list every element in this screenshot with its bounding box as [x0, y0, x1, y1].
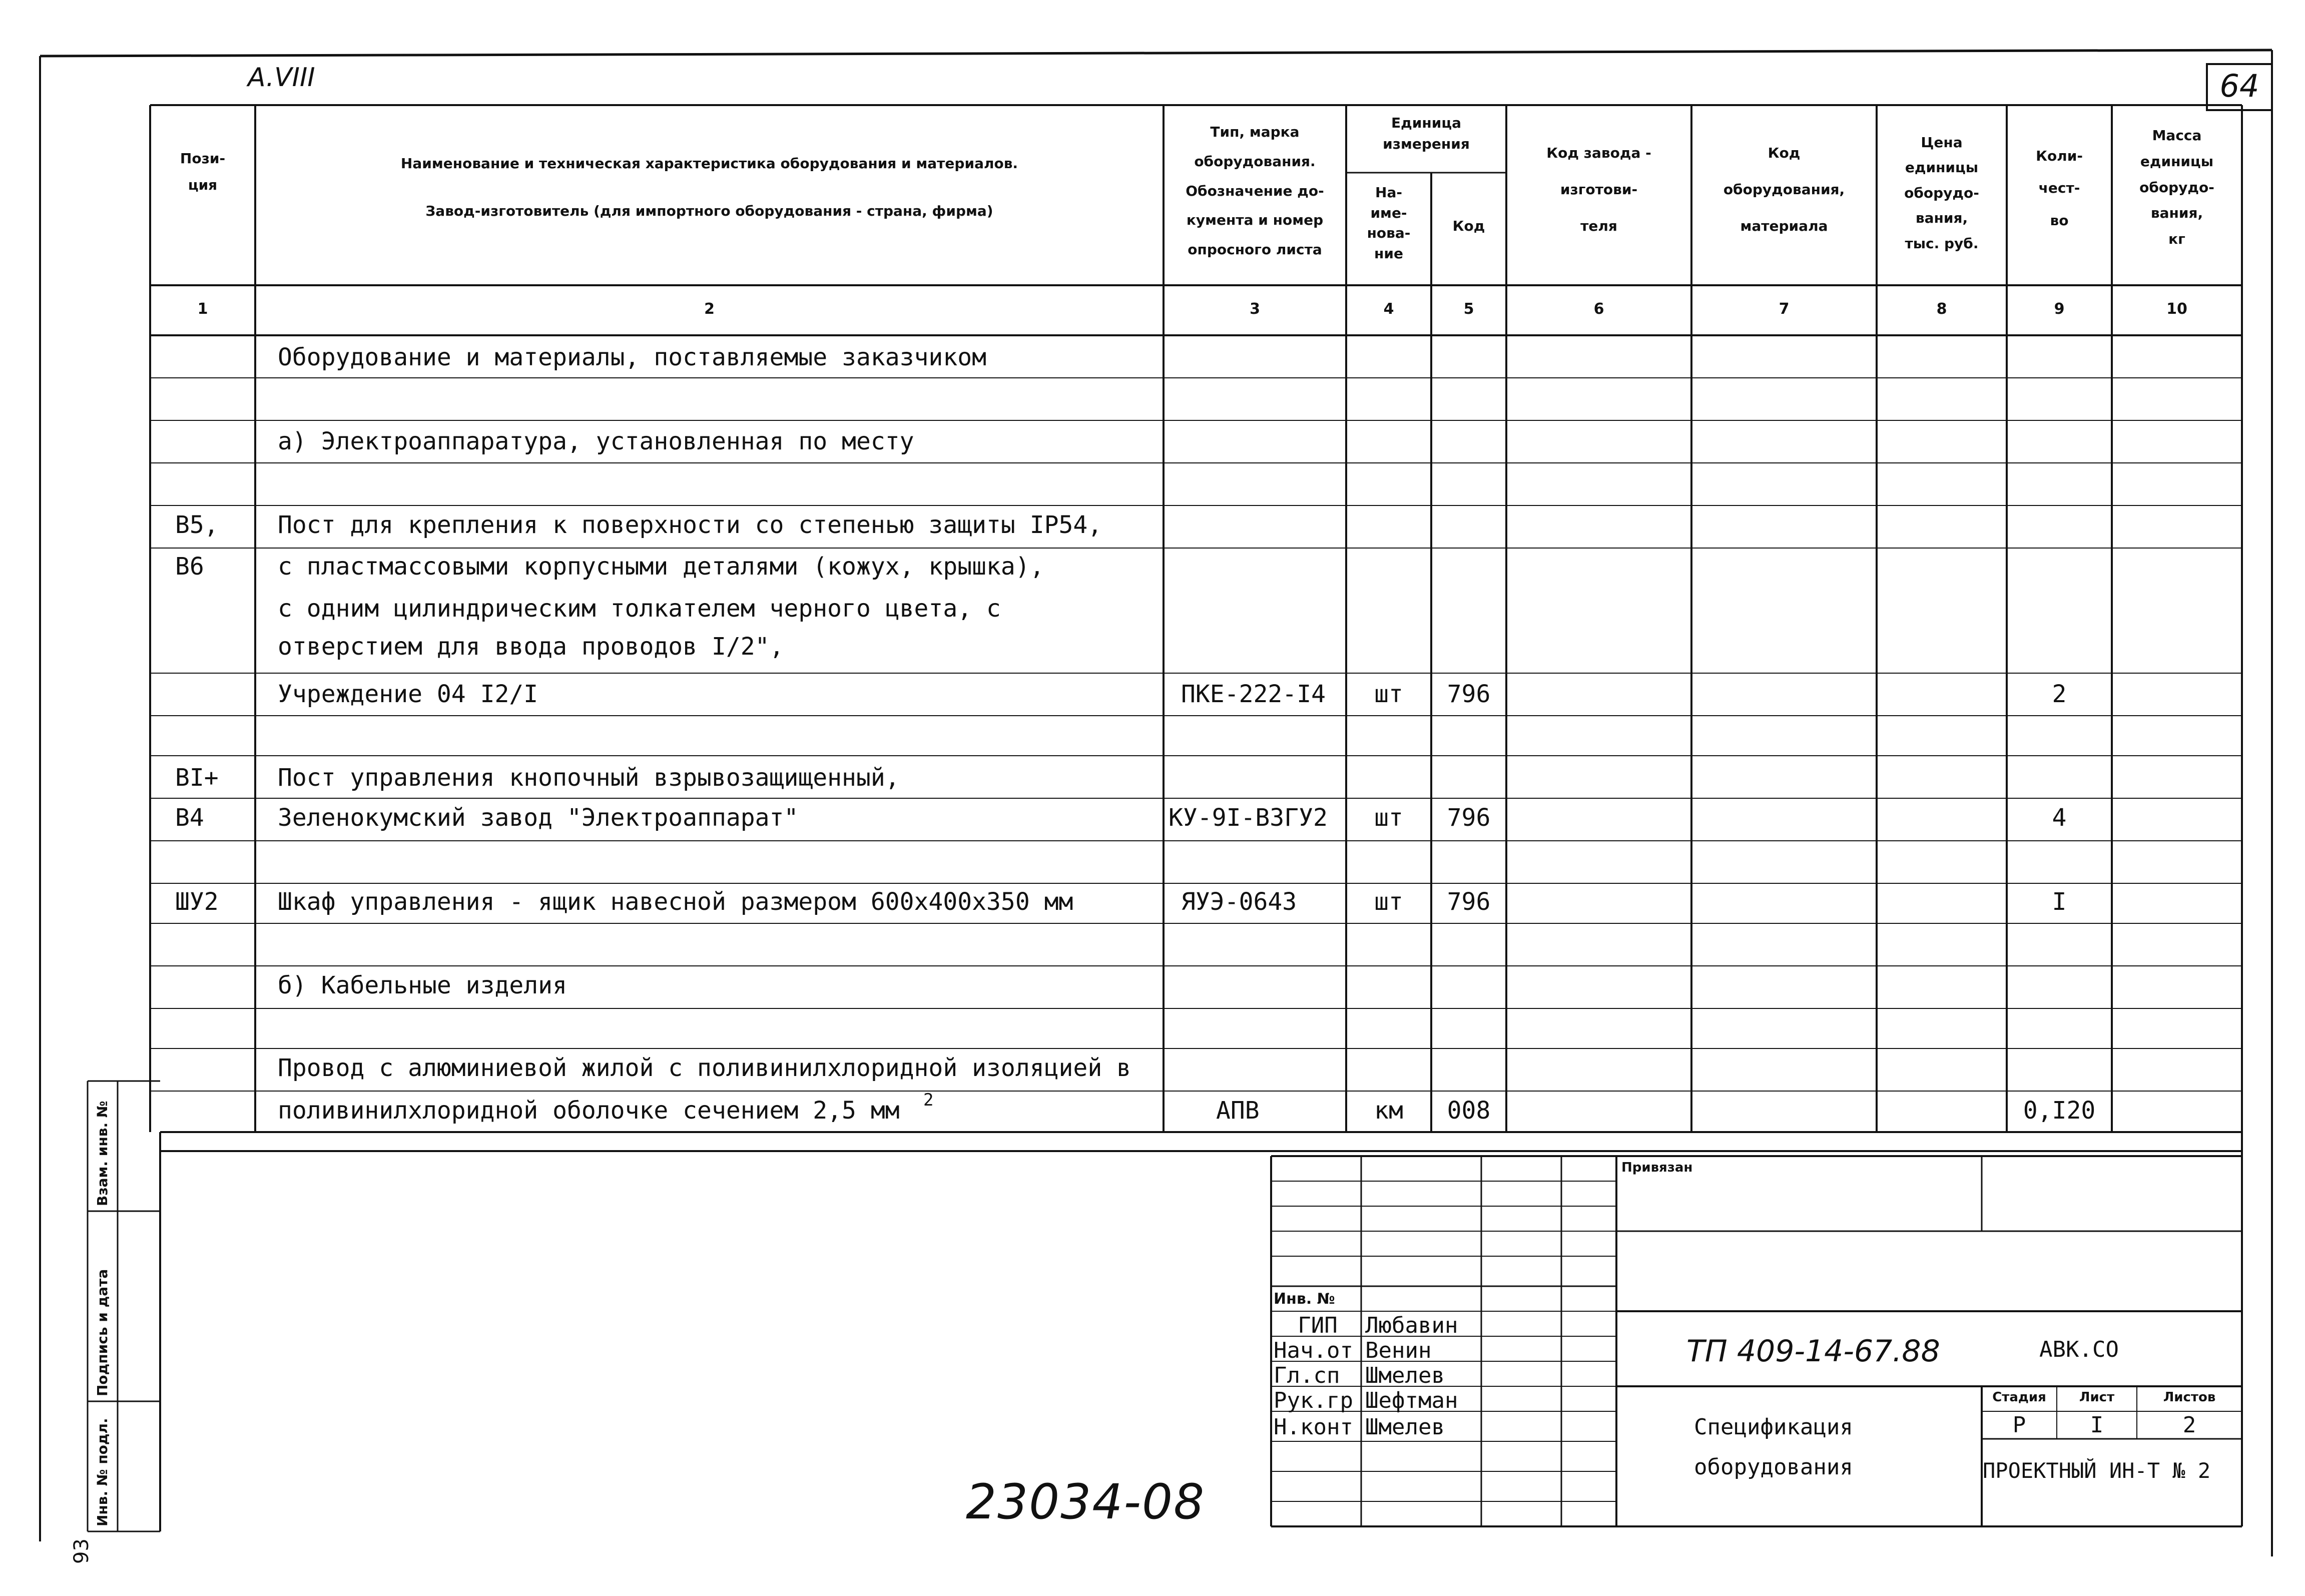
- corner-note: A.VIII: [248, 63, 315, 93]
- row-unit-code: 008: [1447, 1097, 1491, 1125]
- column-number: 2: [704, 300, 715, 318]
- header-unit-name: На- име- нова- ние: [1367, 184, 1411, 262]
- column-number: 6: [1593, 300, 1604, 318]
- row-name: Зеленокумский завод "Электроаппарат": [278, 804, 799, 832]
- stamp-vzam-inv: Взам. инв. №: [94, 1101, 111, 1206]
- row-position: B4: [175, 804, 204, 832]
- row-name: Оборудование и материалы, поставляемые заказчиком: [278, 343, 987, 371]
- column-number: 9: [2054, 300, 2065, 318]
- staff-role: ГИП: [1298, 1313, 1338, 1338]
- header-equipment-code: Код оборудования, материала: [1723, 145, 1845, 234]
- row-unit: шт: [1374, 888, 1403, 916]
- row-name: с пластмассовыми корпусными деталями (кожух, крышка),: [278, 553, 1044, 581]
- staff-role: Н.конт: [1274, 1414, 1353, 1440]
- header-mass: Масса единицы оборудо- вания, кг: [2139, 127, 2214, 248]
- stadia-value: Р: [2012, 1412, 2026, 1438]
- header-name-line2: Завод-изготовитель (для импортного оборудования - страна, фирма): [425, 203, 993, 219]
- row-unit: км: [1374, 1097, 1403, 1125]
- column-number: 10: [2166, 300, 2187, 318]
- doc-title-line1: Спецификация: [1694, 1414, 1853, 1440]
- row-position: ШУ2: [175, 888, 219, 916]
- doc-code: ТП 409-14-67.88: [1686, 1334, 1940, 1369]
- column-number: 1: [197, 300, 208, 318]
- header-unit-code: Код: [1452, 218, 1485, 234]
- column-number: 3: [1250, 300, 1260, 318]
- column-number: 5: [1463, 300, 1474, 318]
- row-quantity: 2: [2052, 680, 2067, 708]
- row-unit-code: 796: [1447, 804, 1491, 832]
- stamp-inv-podl: Инв. № подл.: [94, 1418, 111, 1526]
- column-number: 8: [1936, 300, 1947, 318]
- row-quantity: 0,I20: [2023, 1097, 2096, 1125]
- row-unit-code: 796: [1447, 680, 1491, 708]
- row-name: поливинилхлоридной оболочке сечением 2,5 мм: [278, 1097, 900, 1125]
- title-inv-label: Инв. №: [1274, 1290, 1335, 1308]
- doc-suffix: АВК.СО: [2039, 1337, 2119, 1362]
- staff-name: Шмелев: [1365, 1414, 1445, 1440]
- archive-number: 23034-08: [966, 1474, 1206, 1530]
- row-unit: шт: [1374, 680, 1403, 708]
- side-number: 93: [70, 1538, 93, 1564]
- column-number: 4: [1383, 300, 1394, 318]
- row-name: а) Электроаппаратура, установленная по месту: [278, 427, 914, 455]
- title-privyazan: Привязан: [1621, 1160, 1693, 1175]
- row-name: отверстием для ввода проводов I/2",: [278, 633, 784, 661]
- row-position: B6: [175, 553, 204, 581]
- header-position: Пози- ция: [180, 150, 226, 194]
- row-superscript: 2: [923, 1090, 934, 1110]
- listov-label: Листов: [2163, 1390, 2216, 1405]
- row-position: B5,: [175, 511, 219, 539]
- row-position: BI+: [175, 764, 219, 792]
- row-type: ПКЕ-222-I4: [1181, 680, 1326, 708]
- stamp-podpis-data: Подпись и дата: [94, 1269, 111, 1396]
- staff-role: Гл.сп: [1274, 1363, 1340, 1388]
- listov-value: 2: [2182, 1412, 2196, 1438]
- row-name: Учреждение 04 I2/I: [278, 680, 538, 708]
- header-quantity: Коли- чест- во: [2036, 148, 2083, 229]
- header-factory-code: Код завода - изготови- теля: [1546, 145, 1651, 234]
- header-unit-group: Единица измерения: [1383, 115, 1470, 152]
- page-number: 64: [2219, 68, 2259, 104]
- row-unit: шт: [1374, 804, 1403, 832]
- staff-name: Шмелев: [1365, 1363, 1445, 1388]
- row-quantity: I: [2052, 888, 2067, 916]
- staff-name: Венин: [1365, 1338, 1432, 1363]
- organization-name: ПРОЕКТНЫЙ ИН-Т № 2: [1983, 1458, 2211, 1483]
- stadia-label: Стадия: [1992, 1390, 2046, 1405]
- staff-name: Любавин: [1365, 1313, 1458, 1338]
- staff-name: Шефтман: [1365, 1388, 1458, 1413]
- doc-title-line2: оборудования: [1694, 1454, 1853, 1480]
- list-value: I: [2090, 1412, 2104, 1438]
- row-type: ЯУЭ-0643: [1181, 888, 1297, 916]
- header-type: Тип, марка оборудования. Обозначение до- кумента и номер опросного листа: [1186, 124, 1324, 258]
- list-label: Лист: [2079, 1390, 2115, 1405]
- column-number: 7: [1779, 300, 1790, 318]
- staff-role: Рук.гр: [1274, 1388, 1353, 1413]
- row-unit-code: 796: [1447, 888, 1491, 916]
- row-name: б) Кабельные изделия: [278, 971, 567, 999]
- row-quantity: 4: [2052, 804, 2067, 832]
- row-name: с одним цилиндрическим толкателем черного цвета, с: [278, 595, 1001, 623]
- row-name: Шкаф управления - ящик навесной размером 600x400x350 мм: [278, 888, 1073, 916]
- row-type: АПВ: [1216, 1097, 1260, 1125]
- header-price: Цена единицы оборудо- вания, тыс. руб.: [1904, 134, 1979, 252]
- staff-role: Нач.от: [1274, 1338, 1353, 1363]
- header-name-line1: Наименование и техническая характеристика оборудования и материалов.: [400, 155, 1018, 172]
- row-name: Провод с алюминиевой жилой с поливинилхлоридной изоляцией в: [278, 1054, 1131, 1082]
- row-name: Пост для крепления к поверхности со степенью защиты IP54,: [278, 511, 1102, 539]
- row-name: Пост управления кнопочный взрывозащищенный,: [278, 764, 900, 792]
- row-type: КУ-9I-ВЗГУ2: [1169, 804, 1328, 832]
